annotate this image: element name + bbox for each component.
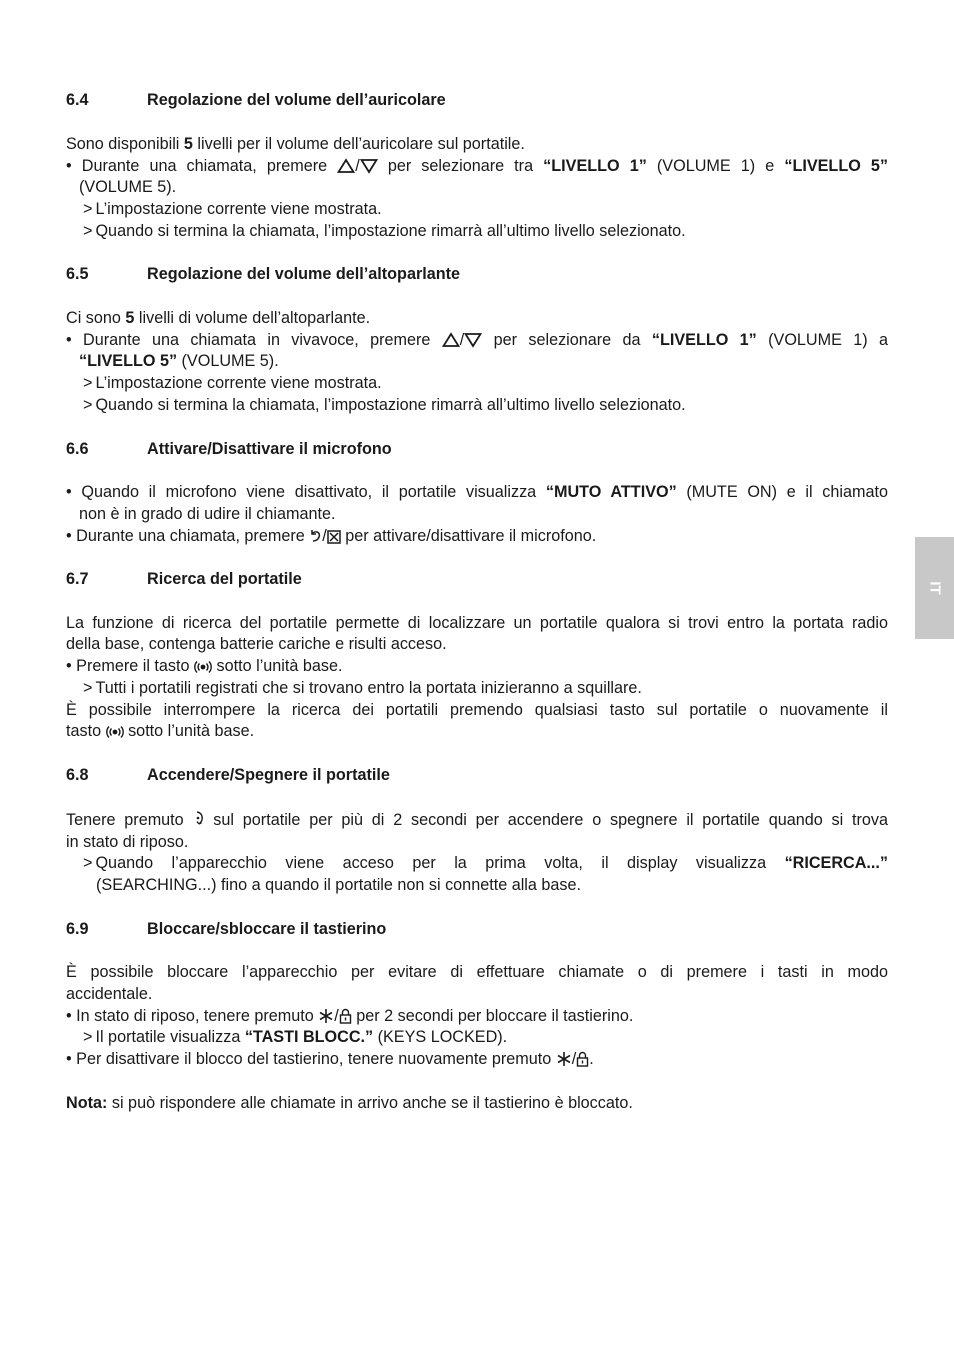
text: • Durante una chiamata, premere: [66, 527, 310, 545]
result-marker: >: [83, 396, 93, 414]
bold-text: “LIVELLO 5”: [79, 352, 178, 370]
text: L’impostazione corrente viene mostrata.: [95, 200, 382, 218]
section-title: Bloccare/sbloccare il tastierino: [147, 920, 387, 938]
result-item: [83, 1026, 888, 1048]
text: .: [589, 1050, 594, 1068]
paragraph: [66, 307, 888, 329]
text: Quando si termina la chiamata, l’impostazione rimarrà all’ultimo livello selezionato.: [95, 222, 686, 240]
note-label: Nota:: [66, 1094, 108, 1112]
bold-text: “LIVELLO 1”: [543, 157, 647, 175]
separator: /: [322, 527, 327, 545]
paragraph-line: È possibile bloccare l’apparecchio per evitare di effettuare chiamate o di premere i tasti in modo: [66, 963, 888, 981]
paragraph-line: È possibile interrompere la ricerca dei portatili premendo qualsiasi tasto sul portatile o nuovamente il: [66, 701, 888, 719]
language-tab-label: IT: [926, 581, 943, 595]
result-marker: >: [83, 679, 93, 697]
back-icon: [309, 528, 322, 550]
result-item: [83, 394, 888, 416]
result-item: [83, 852, 888, 874]
text: • Premere il tasto: [66, 657, 195, 675]
text: sotto l’unità base.: [123, 722, 255, 740]
paragraph-line: della base, contenga batterie cariche e risulti acceso.: [66, 635, 447, 653]
result-item: [83, 372, 888, 394]
result-item: [83, 198, 888, 220]
text: tasto: [66, 722, 106, 740]
text: sotto l’unità base.: [212, 657, 343, 675]
result-marker: >: [83, 1028, 93, 1046]
mute-icon: [327, 528, 341, 550]
text: (VOLUME 1) a: [768, 331, 888, 349]
bold-text: “TASTI BLOCC.”: [244, 1028, 374, 1046]
text: Tenere premuto: [66, 811, 193, 829]
note-text: si può rispondere alle chiamate in arrivo anche se il tastierino è bloccato.: [107, 1094, 633, 1112]
bold-text: “RICERCA...”: [784, 854, 888, 872]
text: (KEYS LOCKED).: [373, 1028, 508, 1046]
text: • In stato di riposo, tenere premuto: [66, 1007, 319, 1025]
text: sul portatile per più di 2 secondi per accendere o spegnere il portatile quando si trova: [204, 811, 889, 829]
star-icon: [556, 1051, 572, 1073]
note: [66, 1092, 888, 1114]
bullet-item: [66, 1048, 888, 1073]
text: per selezionare da: [493, 331, 652, 349]
text: (MUTE ON) e il chiamato: [676, 483, 888, 501]
text: Ci sono: [66, 309, 126, 327]
paragraph-line: [66, 720, 888, 745]
text: • Durante una chiamata, premere: [66, 157, 338, 175]
text: per 2 secondi per bloccare il tastierino.: [351, 1007, 634, 1025]
paragraph: [66, 133, 888, 155]
section-number: 6.6: [66, 440, 89, 458]
separator: /: [334, 1007, 339, 1025]
text: per attivare/disattivare il microfono.: [340, 527, 597, 545]
text: • Quando il microfono viene disattivato, il portatile visualizza: [66, 483, 546, 501]
text: • Per disattivare il blocco del tastierino, tenere nuovamente premuto: [66, 1050, 556, 1068]
bold-text: “LIVELLO 1”: [651, 331, 757, 349]
text: per selezionare tra: [387, 157, 544, 175]
section-title: Ricerca del portatile: [147, 570, 302, 588]
result-marker: >: [83, 854, 93, 872]
paragraph-line: accidentale.: [66, 985, 153, 1003]
bold-text: “LIVELLO 5”: [784, 157, 888, 175]
text: livelli di volume dell’altoparlante.: [134, 309, 371, 327]
bullet-continuation: (VOLUME 5).: [79, 178, 177, 196]
lock-icon: [576, 1051, 589, 1073]
separator: /: [571, 1050, 577, 1068]
section-6-4-heading: [66, 89, 888, 111]
text: Sono disponibili: [66, 135, 184, 153]
section-6-8-heading: [66, 764, 888, 786]
section-6-5-heading: [66, 263, 888, 285]
section-title: Accendere/Spegnere il portatile: [147, 766, 390, 784]
paragraph-line: La funzione di ricerca del portatile permette di localizzare un portatile qualora si trovi entro la portata radio: [66, 614, 888, 632]
result-item: [83, 677, 888, 699]
text: Il portatile visualizza: [95, 1028, 245, 1046]
section-number: 6.7: [66, 570, 89, 588]
result-item: [83, 220, 888, 242]
separator: /: [355, 157, 360, 175]
text: Tutti i portatili registrati che si trovano entro la portata inizieranno a squillare.: [95, 679, 642, 697]
bullet-continuation: non è in grado di udire il chiamante.: [79, 505, 336, 523]
section-6-9-heading: [66, 918, 888, 940]
section-title: Attivare/Disattivare il microfono: [147, 440, 392, 458]
paging-icon: [106, 723, 124, 745]
result-marker: >: [83, 222, 93, 240]
bullet-item: [66, 525, 888, 550]
section-number: 6.9: [66, 920, 89, 938]
separator: /: [459, 331, 465, 349]
text: (VOLUME 5).: [177, 352, 279, 370]
bold-text: “MUTO ATTIVO”: [545, 483, 677, 501]
section-number: 6.4: [66, 91, 89, 109]
section-title: Regolazione del volume dell’altoparlante: [147, 265, 461, 283]
text: • Durante una chiamata in vivavoce, premere: [66, 331, 442, 349]
paragraph-line: in stato di riposo.: [66, 833, 189, 851]
result-continuation: (SEARCHING...) fino a quando il portatile non si connette alla base.: [96, 876, 581, 894]
text: Quando l’apparecchio viene acceso per la prima volta, il display visualizza: [95, 854, 785, 872]
text: L’impostazione corrente viene mostrata.: [95, 374, 382, 392]
text: livelli per il volume dell’auricolare sul portatile.: [192, 135, 525, 153]
text: Quando si termina la chiamata, l’impostazione rimarrà all’ultimo livello selezionato.: [95, 396, 686, 414]
text: (VOLUME 1) e: [656, 157, 785, 175]
section-6-6-heading: [66, 438, 888, 460]
bullet-item: [66, 481, 888, 503]
bullet-continuation: [79, 350, 888, 372]
result-marker: >: [83, 200, 93, 218]
section-number: 6.8: [66, 766, 89, 784]
section-number: 6.5: [66, 265, 89, 283]
result-marker: >: [83, 374, 93, 392]
bold-text: 5: [183, 135, 193, 153]
section-6-7-heading: [66, 568, 888, 590]
section-title: Regolazione del volume dell’auricolare: [147, 91, 446, 109]
bold-text: 5: [125, 309, 135, 327]
language-tab: [915, 537, 954, 639]
